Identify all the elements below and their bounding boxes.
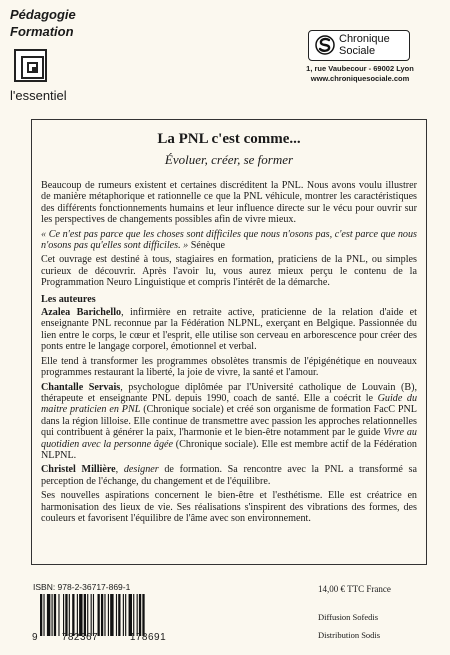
author-3-bio: Christel Millière, designer de formation. Sa rencontre avec la PNL a transformé sa perception de l'échange, du changement et de l'équilibre. <box>41 464 417 487</box>
ean-number: 9 782367 178691 <box>32 632 167 643</box>
author-2-bio: Chantalle Servais, psychologue diplômée par l'Université catholique de Louvain (B), thérapeute et enseignante PNL depuis 1990, coach de santé. Elle a coécrit le Guide du maitre praticien en PNL (Chronique sociale) et créé son organisme de formation FacC PNL dans la région lilloise. Elle continue de transmettre avec passion les approches relationnelles qui contribuent à générer la paix, l'harmonie et le bien-être notamment par le guide Vivre au quotidien avec la personne âgée (Chronique sociale). Elle est membre actif de la Fédération NLPNL. <box>41 381 418 461</box>
diffusion: Diffusion Sofedis <box>318 612 379 622</box>
series-pedagogie: Pédagogie <box>10 7 76 22</box>
authors-heading: Les auteures <box>41 293 96 305</box>
author-1-bio: Azalea Barichello, infirmière en retraite active, praticienne de la relation d'aide et enseignante PNL reconnue par la Fédération NLPNL, exerçant en Belgique. Passionnée du lien entre le corps, le cœur et l'esprit, elle utilise son cerveau en arborescence pour créer des ponts entre le langage corporel, émotionnel et verbal. <box>41 307 417 353</box>
publisher-address: 1, rue Vaubecour - 69002 Lyon www.chroniquesociale.com <box>300 64 420 84</box>
book-subtitle: Évoluer, créer, se former <box>164 152 294 167</box>
chronique-sociale-logo-icon <box>315 35 335 55</box>
isbn-label: ISBN: 978-2-36717-869-1 <box>33 582 131 592</box>
author-1-bio-2: Elle tend à transformer les programmes obsolètes transmis de l'épigénétique en nouveaux programmes restaurant la liberté, la joie de vivre, la santé et l'amour. <box>41 355 417 379</box>
quote: « Ce n'est pas parce que les choses sont difficiles que nous n'osons pas, c'est parce que nous n'osons pas qu'elles sont difficiles. » Sénèque <box>41 228 417 252</box>
publisher-website: www.chroniquesociale.com <box>310 74 410 83</box>
series-label <box>10 6 76 40</box>
back-cover-text <box>41 180 417 527</box>
series-formation: Formation <box>10 24 74 39</box>
distribution: Distribution Sodis <box>318 630 381 640</box>
book-title: La PNL c'est comme... <box>157 131 301 147</box>
collection-emblem-icon <box>14 49 47 82</box>
quote-author: Sénèque <box>190 240 226 252</box>
publisher-logo <box>308 30 410 61</box>
barcode-icon <box>40 594 178 636</box>
audience-paragraph: Cet ouvrage est destiné à tous, stagiaires en formation, praticiens de la PNL, ou simples curieux de découvrir. Après l'avoir lu, vous aurez mieux perçu le contenu de la Programmation Neuro Linguistique et compris l'intérêt de la démarche. <box>41 254 417 289</box>
author-3-bio-2: Ses nouvelles aspirations concernent le bien-être et l'esthétisme. Elle est créatrice en harmonisation des lieux de vie. Ses réalisations s'inspirent des vibrations des formes, des couleurs et favorisent l'équilibre de l'âme avec son environnement. <box>41 490 417 524</box>
price: 14,00 € TTC France <box>318 584 391 594</box>
collection-name: l'essentiel <box>10 88 67 103</box>
publisher-name: Chronique Sociale <box>339 33 390 57</box>
summary-paragraph: Beaucoup de rumeurs existent et certaines discréditent la PNL. Nous avons voulu illustrer de manière métaphorique et rationnelle ce que la PNL véhicule, montrer les caractéristiques des différents fonctionnements humains et leur influence directe sur le vécu pour ouvrir sur les perspectives de changements possibles afin de vivre mieux. <box>41 180 417 226</box>
